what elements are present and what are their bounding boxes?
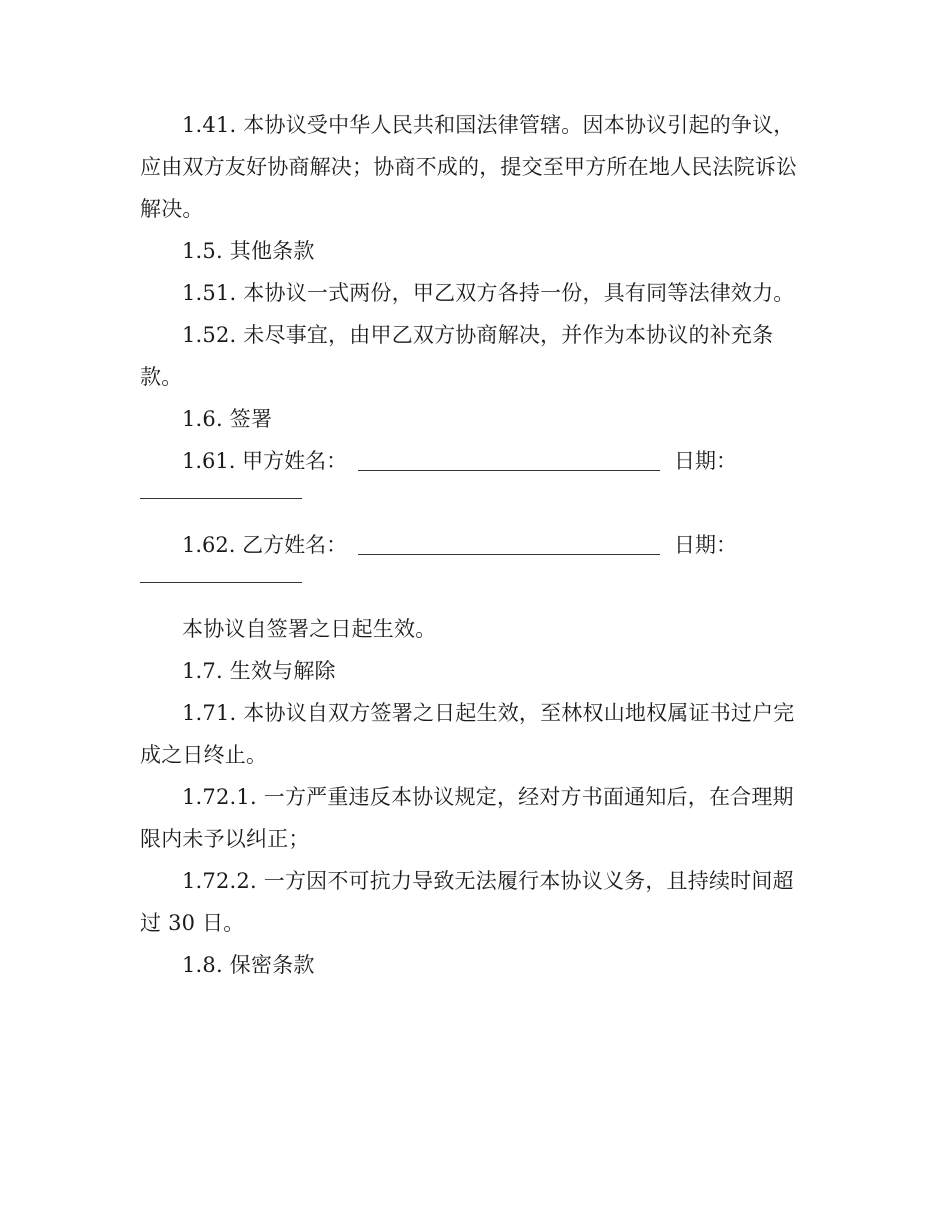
party-b-name-blank (358, 554, 660, 555)
effective-note: 本协议自签署之日起生效。 (182, 617, 437, 641)
party-a-date-label: 日期： (674, 449, 737, 473)
clause-1-52: 1.52. 未尽事宜，由甲乙双方协商解决，并作为本协议的补充条款。 (140, 323, 774, 389)
section-heading-1-5: 1.5. 其他条款 (182, 239, 315, 263)
signature-row-party-b (140, 524, 800, 566)
clause-1-51: 1.51. 本协议一式两份，甲乙双方各持一份，具有同等法律效力。 (182, 281, 795, 305)
party-a-date-blank (140, 498, 302, 499)
document-page (140, 104, 800, 986)
signature-row-party-a (140, 440, 800, 482)
party-b-date-blank (140, 582, 302, 583)
party-a-name-blank (358, 470, 660, 471)
party-a-date-row (140, 482, 800, 524)
section-heading-1-8: 1.8. 保密条款 (182, 953, 315, 977)
section-heading-1-7: 1.7. 生效与解除 (182, 659, 336, 683)
section-heading-1-6: 1.6. 签署 (182, 407, 273, 431)
party-b-name-label: 1.62. 乙方姓名： (182, 533, 348, 557)
party-b-date-label: 日期： (674, 533, 737, 557)
clause-1-71: 1.71. 本协议自双方签署之日起生效，至林权山地权属证书过户完成之日终止。 (140, 701, 795, 767)
clause-1-41: 1.41. 本协议受中华人民共和国法律管辖。因本协议引起的争议，应由双方友好协商解决；协商不成的，提交至甲方所在地人民法院诉讼解决。 (140, 113, 798, 221)
clause-1-72-2: 1.72.2. 一方因不可抗力导致无法履行本协议义务，且持续时间超过 30 日。 (140, 869, 794, 935)
party-b-date-row (140, 566, 800, 608)
clause-1-72-1: 1.72.1. 一方严重违反本协议规定，经对方书面通知后，在合理期限内未予以纠正； (140, 785, 794, 851)
party-a-name-label: 1.61. 甲方姓名： (182, 449, 348, 473)
